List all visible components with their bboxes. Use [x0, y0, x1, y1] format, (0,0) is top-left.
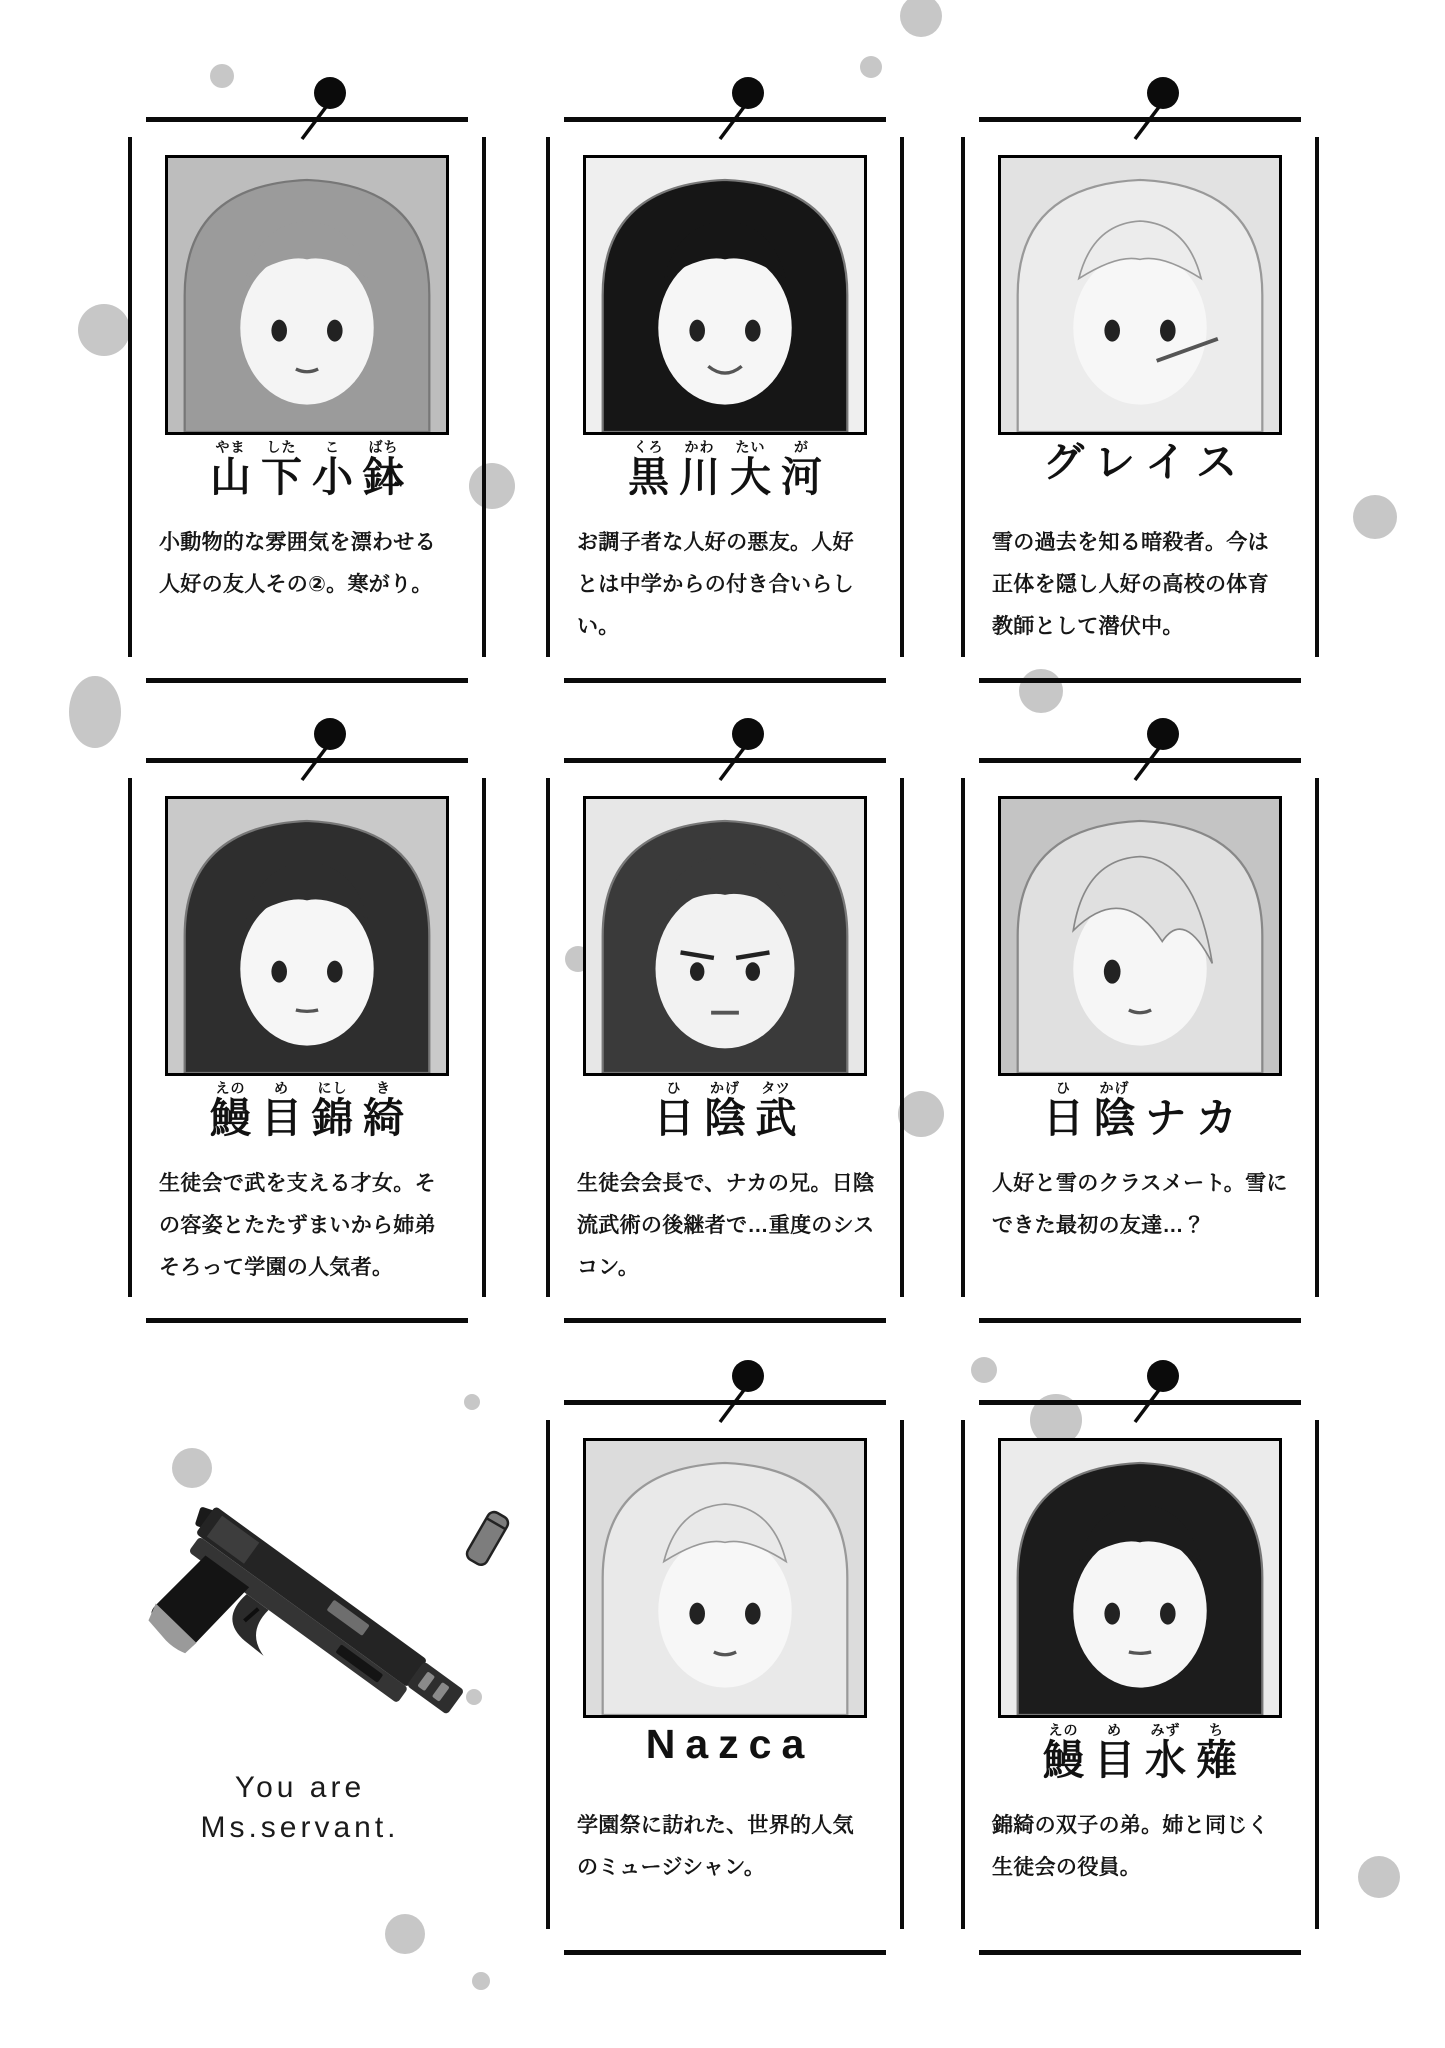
portrait-hikage-tatsu [583, 796, 867, 1076]
decor-dot [1353, 495, 1397, 539]
card-left-rule [961, 1420, 965, 1929]
card-right-rule [482, 137, 486, 657]
pin-icon [704, 1352, 784, 1426]
card-bottom-rule [564, 678, 886, 683]
character-card-hikage-tatsu [546, 758, 904, 1323]
card-right-rule [482, 778, 486, 1297]
character-card-yamashita-kobachi [128, 117, 486, 683]
pin-icon [1119, 710, 1199, 784]
gun-illustration-area [80, 1430, 540, 1990]
card-left-rule [546, 137, 550, 657]
character-name: 鰻えの目め錦にし綺き [210, 1080, 404, 1141]
portrait-enome-mizuchi [998, 1438, 1282, 1718]
card-bottom-rule [979, 1318, 1301, 1323]
card-bottom-rule [564, 1318, 886, 1323]
card-right-rule [900, 137, 904, 657]
character-name: 山やま下した小こ鉢ばち [210, 439, 404, 500]
character-card-grace [961, 117, 1319, 683]
character-card-enome-nishiki [128, 758, 486, 1323]
portrait-grace [998, 155, 1282, 435]
card-bottom-rule [146, 678, 468, 683]
card-left-rule [961, 778, 965, 1297]
pin-icon [1119, 1352, 1199, 1426]
character-description: お調子者な人好の悪友。人好とは中学からの付き合いらしい。 [577, 531, 854, 638]
decor-dot [78, 304, 130, 356]
character-card-nazca [546, 1400, 904, 1955]
pin-icon [286, 710, 366, 784]
decor-dot [69, 676, 121, 748]
character-description: 雪の過去を知る暗殺者。今は正体を隠し人好の高校の体育教師として潜伏中。 [992, 531, 1269, 638]
card-right-rule [900, 778, 904, 1297]
decor-dot [860, 56, 882, 78]
character-name: 日ひ陰かげナ カ [1043, 1080, 1237, 1141]
character-description: 人好と雪のクラスメート。雪にできた最初の友達…？ [992, 1172, 1288, 1237]
card-left-rule [128, 137, 132, 657]
character-card-kurokawa-taiga [546, 117, 904, 683]
decor-dot [971, 1357, 997, 1383]
card-left-rule [128, 778, 132, 1297]
character-description: 小動物的な雰囲気を漂わせる人好の友人その②。寒がり。 [159, 531, 436, 596]
character-description: 生徒会会長で、ナカの兄。日陰流武術の後継者で…重度のシスコン。 [577, 1172, 875, 1279]
portrait-nazca [583, 1438, 867, 1718]
bullet-casing [464, 1510, 510, 1568]
card-bottom-rule [146, 1318, 468, 1323]
card-bottom-rule [979, 678, 1301, 683]
caption-line-2: Ms.servant. [200, 1811, 400, 1844]
pin-icon [286, 69, 366, 143]
card-right-rule [1315, 1420, 1319, 1929]
portrait-enome-nishiki [165, 796, 449, 1076]
card-left-rule [961, 137, 965, 657]
decor-dot [898, 1091, 944, 1137]
portrait-hikage-naka [998, 796, 1282, 1076]
portrait-kurokawa-taiga [583, 155, 867, 435]
decor-dot [1358, 1856, 1400, 1898]
card-right-rule [1315, 778, 1319, 1297]
card-right-rule [1315, 137, 1319, 657]
character-name: N a z c a [645, 1721, 805, 1767]
card-bottom-rule [979, 1950, 1301, 1955]
card-right-rule [900, 1420, 904, 1929]
card-bottom-rule [564, 1950, 886, 1955]
pin-icon [704, 710, 784, 784]
character-name: 鰻えの目め水みず薙ち [1043, 1722, 1237, 1783]
decor-dot [900, 0, 942, 37]
pin-icon [1119, 69, 1199, 143]
decor-dot [464, 1394, 480, 1410]
card-left-rule [546, 1420, 550, 1929]
card-left-rule [546, 778, 550, 1297]
caption-line-1: You are [234, 1771, 366, 1804]
character-description: 錦綺の双子の弟。姉と同じく生徒会の役員。 [992, 1814, 1269, 1879]
pin-icon [704, 69, 784, 143]
character-name: グ レ イ ス [1043, 439, 1237, 485]
portrait-yamashita-kobachi [165, 155, 449, 435]
character-description: 生徒会で武を支える才女。その容姿とたたずまいから姉弟そろって学園の人気者。 [159, 1172, 436, 1279]
series-caption [80, 1768, 520, 1848]
character-description: 学園祭に訪れた、世界的人気のミュージシャン。 [577, 1814, 854, 1879]
character-card-enome-mizuchi [961, 1400, 1319, 1955]
character-name: 日ひ陰かげ武タツ [653, 1080, 797, 1141]
character-name: 黒くろ川かわ大たい河が [628, 439, 822, 500]
decor-dot [210, 64, 234, 88]
character-card-hikage-naka [961, 758, 1319, 1323]
